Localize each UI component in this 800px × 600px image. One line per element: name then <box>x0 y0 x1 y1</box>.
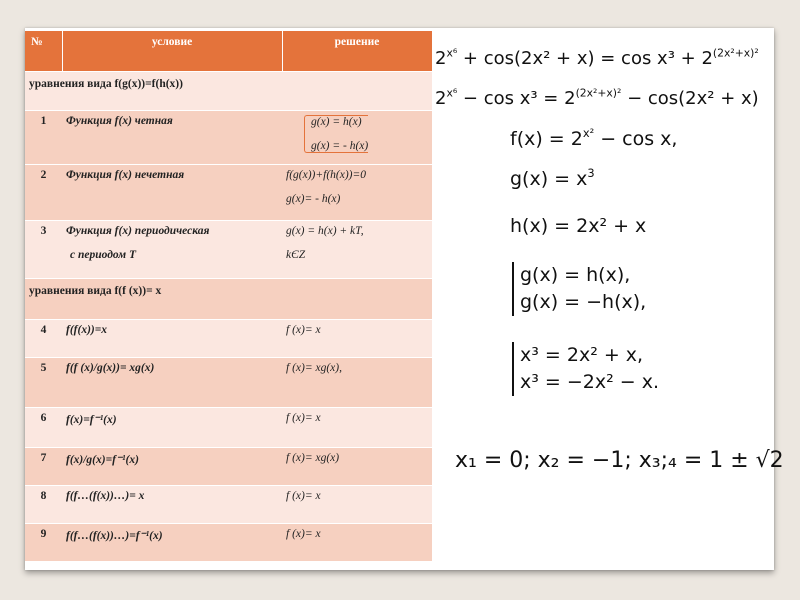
row-number: 8 <box>25 486 62 524</box>
table-row <box>25 221 432 279</box>
h-definition: h(x) = 2x² + x <box>510 215 647 237</box>
table-header-row <box>25 31 432 72</box>
row-solution: f (x)= x <box>282 320 432 358</box>
row-number: 9 <box>25 524 62 562</box>
system-of-equations-2: x³ = 2x² + x, x³ = −2x² − x. <box>512 342 659 396</box>
row-solution: f (x)= x <box>282 486 432 524</box>
table-row <box>25 524 432 562</box>
row-number: 7 <box>25 448 62 486</box>
row-number: 6 <box>25 408 62 448</box>
header-number: № <box>25 31 62 72</box>
system-of-equations-1: g(x) = h(x), g(x) = −h(x), <box>512 262 646 316</box>
table-row <box>25 165 432 221</box>
section-title-1: уравнения вида f(g(x))=f(h(x)) <box>25 72 432 111</box>
f-definition: $f(x) = 2^{x^2} - \cos x$, <box>510 126 678 150</box>
table-row <box>25 320 432 358</box>
row-number: 3 <box>25 221 62 279</box>
row-condition: Функция f(x) нечетная <box>62 165 282 221</box>
section-title-2: уравнения вида f(f (x))= x <box>25 279 432 320</box>
equation-types-table <box>25 30 433 562</box>
row-condition: Функция f(x) четная <box>62 111 282 165</box>
section-header-2 <box>25 279 432 320</box>
header-solution: решение <box>282 31 432 72</box>
row-condition: f(x)=f⁻¹(x) <box>62 408 282 448</box>
header-condition: условие <box>62 31 282 72</box>
row-number: 5 <box>25 358 62 408</box>
table-row <box>25 358 432 408</box>
table-row <box>25 486 432 524</box>
table-row <box>25 448 432 486</box>
row-solution: f (x)= x <box>282 408 432 448</box>
equation-rearranged: $2^{x^6} - \cos x^3 = 2^{(2x^2+x)^2} - \cos(2x^2 + x)$ <box>435 86 759 109</box>
table-row <box>25 111 432 165</box>
roots-answer: x₁ = 0; x₂ = −1; x₃;₄ = 1 ± √2 <box>455 448 784 473</box>
table-row <box>25 408 432 448</box>
g-definition: $g(x) = x^3$ <box>510 166 595 190</box>
section-header-1 <box>25 72 432 111</box>
equation-original: $2^{x^6} + \cos(2x^2 + x) = \cos x^3 + 2^{(2x^2+x)^2}$ <box>435 46 759 69</box>
row-solution: f (x)= xg(x), <box>282 358 432 408</box>
solution-bracket: g(x) = h(x) g(x) = - h(x) <box>304 115 368 153</box>
row-solution: g(x) = h(x) + kT, kЄZ <box>282 221 432 279</box>
row-solution <box>282 111 432 165</box>
row-solution: f (x)= x <box>282 524 432 562</box>
row-condition: f(f(x))=x <box>62 320 282 358</box>
row-number: 2 <box>25 165 62 221</box>
row-condition: Функция f(x) периодическая с периодом T <box>62 221 282 279</box>
row-solution: f(g(x))+f(h(x))=0 g(x)= - h(x) <box>282 165 432 221</box>
row-condition: f(f…(f(x))…)= x <box>62 486 282 524</box>
row-number: 4 <box>25 320 62 358</box>
row-condition: f(f…(f(x))…)=f⁻¹(x) <box>62 524 282 562</box>
row-condition: f(f (x)/g(x))= xg(x) <box>62 358 282 408</box>
row-condition: f(x)/g(x)=f⁻¹(x) <box>62 448 282 486</box>
row-number: 1 <box>25 111 62 165</box>
row-solution: f (x)= xg(x) <box>282 448 432 486</box>
